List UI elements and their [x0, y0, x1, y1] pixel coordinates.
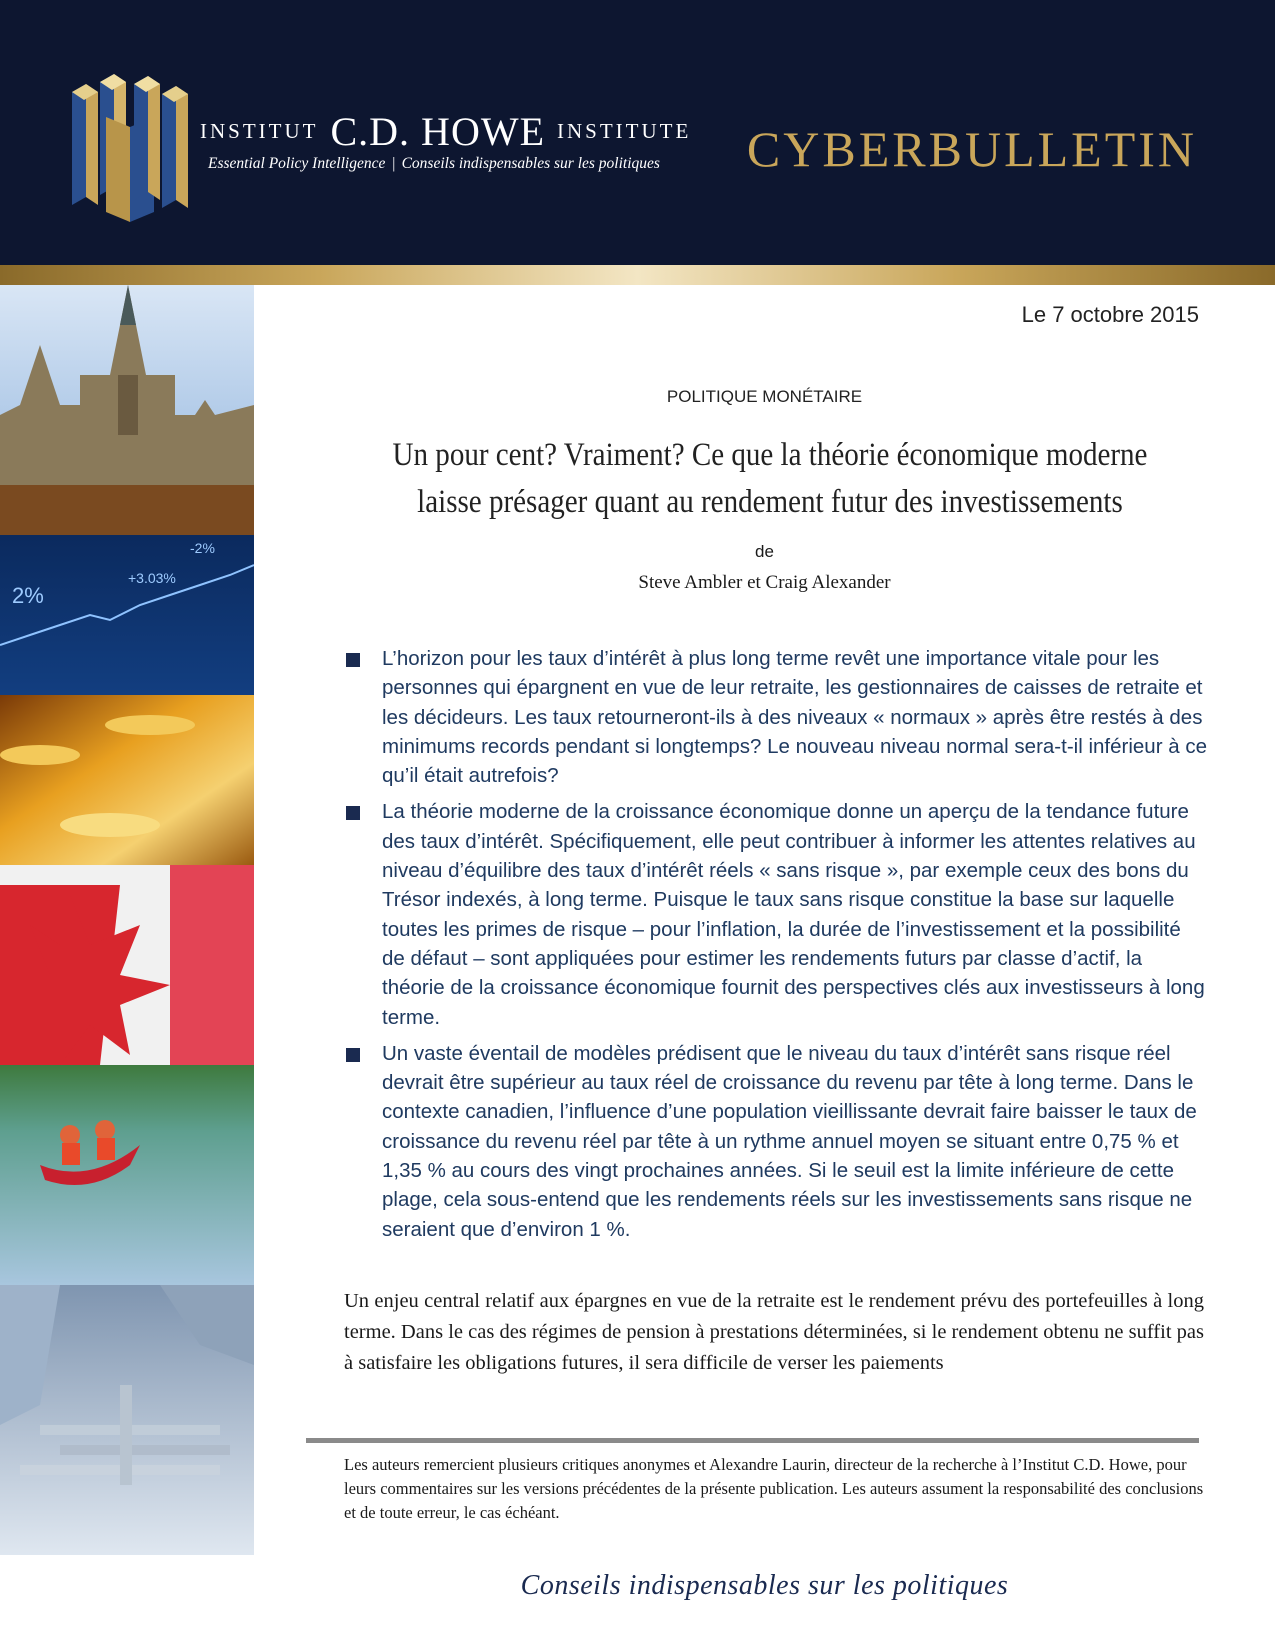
institute-label: INSTITUTE	[557, 119, 692, 143]
square-bullet-icon	[346, 806, 360, 820]
header-tagline	[208, 155, 660, 173]
ticker-text-b: +3.03%	[128, 570, 176, 586]
footnote-divider	[306, 1438, 1199, 1443]
ticker-text-a: 2%	[12, 583, 44, 608]
publication-title: CYBERBULLETIN	[746, 121, 1197, 177]
publication-date: Le 7 octobre 2015	[1021, 302, 1199, 327]
byline-authors: Steve Ambler et Craig Alexander	[638, 572, 891, 593]
key-point	[342, 797, 1208, 1031]
ticker-text-c: -2%	[190, 540, 215, 556]
byline-de: de	[755, 542, 774, 561]
key-point-text: La théorie moderne de la croissance économique donne un aperçu de la tendance future des taux d’intérêt. Spécifiquement, elle peut contribuer à informer les attentes relatives au niveau d’équilibre des taux d’intérêt réels « sans risque », par exemple ceux des bons du Trésor indexés, à long terme. Puisque le taux sans risque constitue la base sur laquelle toutes les primes de risque – pour l’inflation, la durée de l’investissement et la possibilité de défaut – sont appliquées pour estimer les rendements futurs par classe d’actif, la théorie de la croissance économique fournit des perspectives clés aux investisseurs à long terme.	[382, 800, 1205, 1029]
footer-tagline: Conseils indispensables sur les politiques	[520, 1570, 1009, 1601]
key-point-text: L’horizon pour les taux d’intérêt à plus long terme revêt une importance vitale pour les personnes qui épargnent en vue de leur retraite, les gestionnaires de caisses de retraite et les décideurs. Les taux retourneront-ils à des niveaux « normaux » après être restés à des minimums records pendant si longtemps? Le nouveau niveau normal sera-t-il inférieur à ce qu’il était autrefois?	[382, 647, 1207, 788]
institute-logo-icon	[72, 72, 190, 227]
square-bullet-icon	[346, 653, 360, 667]
key-point	[342, 644, 1208, 790]
tagline-en: Essential Policy Intelligence	[208, 155, 386, 172]
header-banner	[0, 0, 1275, 265]
section-label: POLITIQUE MONÉTAIRE	[666, 387, 863, 406]
key-point-text: Un vaste éventail de modèles prédisent que le niveau du taux d’intérêt sans risque réel devrait être supérieur au taux réel de croissance du revenu par tête à long terme. Dans le contexte canadien, l’influence d’une population vieillissante devrait faire baisser le taux de croissance du revenu réel par tête à un rythme annuel moyen se situant entre 0,75 % et 1,35 % au cours des vingt prochaines années. Si le seuil est la limite inférieure de cette plage, cela sous-entend que les rendements réels sur les investissements sans risque ne seraient que d’environ 1 %.	[382, 1041, 1197, 1241]
gold-divider-band	[0, 265, 1275, 285]
title-line-2: laisse présager quant au rendement futur des investissements	[417, 484, 1123, 520]
institute-name	[200, 108, 691, 155]
tagline-separator: |	[391, 155, 396, 172]
page-title	[330, 432, 1210, 526]
cd-howe-label: C.D. HOWE	[330, 109, 546, 154]
tagline-fr: Conseils indispensables sur les politiques	[401, 155, 660, 172]
key-points-list	[342, 644, 1208, 1251]
title-line-1: Un pour cent? Vraiment? Ce que la théorie économique moderne	[392, 437, 1148, 473]
square-bullet-icon	[346, 1048, 360, 1062]
acknowledgement-note: Les auteurs remercient plusieurs critiques anonymes et Alexandre Laurin, directeur de la recherche à l’Institut C.D. Howe, pour leurs commentaires sur les versions précédentes de la présente publication. Les auteurs assument la responsabilité des conclusions et de toute erreur, le cas échéant.	[344, 1455, 1204, 1522]
key-point	[342, 1039, 1208, 1244]
institut-label: INSTITUT	[200, 119, 319, 143]
body-paragraph: Un enjeu central relatif aux épargnes en vue de la retraite est le rendement prévu des portefeuilles à long terme. Dans le cas des régimes de pension à prestations déterminées, si le rendement obtenu ne suffit pas à satisfaire les obligations futures, il sera difficile de verser les paiements	[344, 1290, 1204, 1374]
collage-illustration	[0, 285, 254, 1555]
decorative-photo-collage	[0, 285, 254, 1555]
